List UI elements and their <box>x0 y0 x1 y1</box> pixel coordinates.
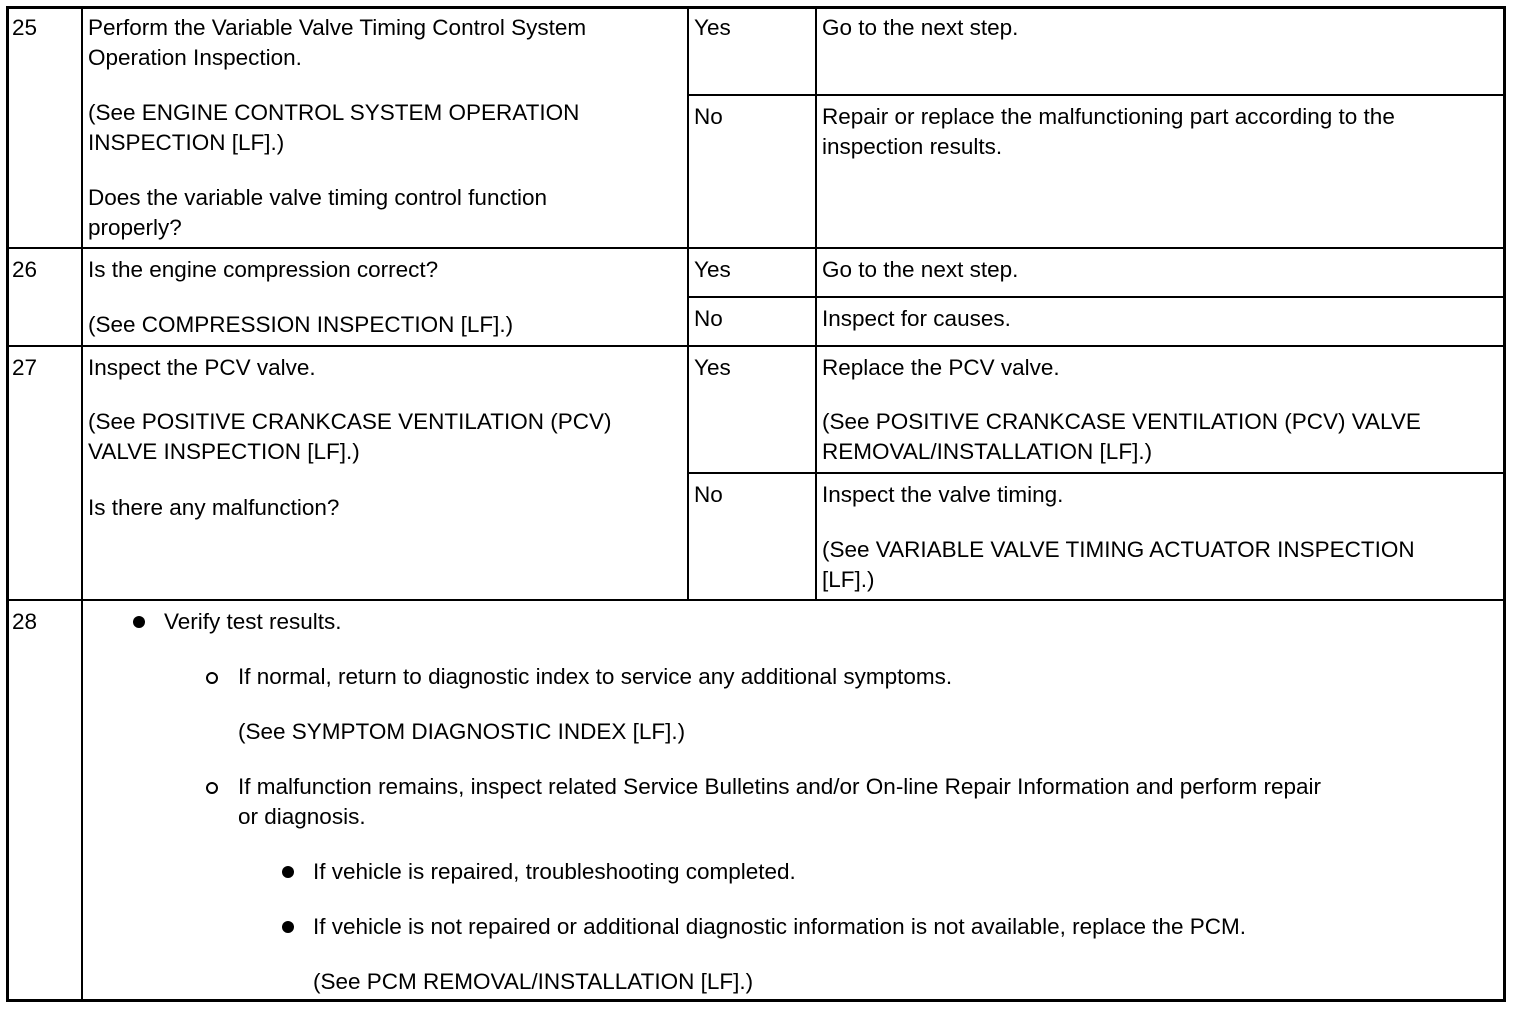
step-question: properly? <box>88 215 182 240</box>
list-item: If vehicle is repaired, troubleshooting completed. <box>313 859 796 884</box>
yes-action-reference: (See POSITIVE CRANKCASE VENTILATION (PCV) VALVE <box>822 409 1421 434</box>
yes-action: Go to the next step. <box>822 15 1019 40</box>
no-label: No <box>694 482 723 507</box>
step-reference: INSPECTION [LF].) <box>88 130 285 155</box>
step-reference: (See COMPRESSION INSPECTION [LF].) <box>88 312 514 337</box>
col-divider <box>815 6 817 600</box>
list-item-reference: (See PCM REMOVAL/INSTALLATION [LF].) <box>313 969 754 994</box>
list-item-reference: (See SYMPTOM DIAGNOSTIC INDEX [LF].) <box>238 719 686 744</box>
list-item: If normal, return to diagnostic index to service any additional symptoms. <box>238 664 953 689</box>
subrow-divider <box>688 94 1506 96</box>
col-divider <box>687 6 689 600</box>
bullet-icon <box>133 616 145 628</box>
no-action: Inspect for causes. <box>822 306 1011 331</box>
circle-bullet-icon <box>206 782 218 794</box>
yes-label: Yes <box>694 15 731 40</box>
step-question: Is the engine compression correct? <box>88 257 439 282</box>
yes-label: Yes <box>694 257 731 282</box>
row-divider <box>6 599 1506 601</box>
step-question: Perform the Variable Valve Timing Control System <box>88 15 587 40</box>
no-action: Inspect the valve timing. <box>822 482 1064 507</box>
yes-action: Go to the next step. <box>822 257 1019 282</box>
bullet-icon <box>282 921 294 933</box>
yes-action: Replace the PCV valve. <box>822 355 1060 380</box>
no-label: No <box>694 104 723 129</box>
step-reference: VALVE INSPECTION [LF].) <box>88 439 360 464</box>
row-divider <box>6 247 1506 249</box>
step-question: Operation Inspection. <box>88 45 302 70</box>
step-number: 25 <box>12 15 38 40</box>
yes-label: Yes <box>694 355 731 380</box>
list-item: If vehicle is not repaired or additional diagnostic information is not available, replace the PCM. <box>313 914 1247 939</box>
list-item: or diagnosis. <box>238 804 366 829</box>
yes-action-reference: REMOVAL/INSTALLATION [LF].) <box>822 439 1153 464</box>
no-label: No <box>694 306 723 331</box>
step-number: 27 <box>12 355 38 380</box>
col-divider <box>81 6 83 1002</box>
no-action-reference: (See VARIABLE VALVE TIMING ACTUATOR INSPECTION <box>822 537 1415 562</box>
circle-bullet-icon <box>206 672 218 684</box>
no-action: inspection results. <box>822 134 1003 159</box>
list-item: If malfunction remains, inspect related Service Bulletins and/or On-line Repair Information and perform repair <box>238 774 1322 799</box>
step-question: Does the variable valve timing control function <box>88 185 547 210</box>
subrow-divider <box>688 472 1506 474</box>
step-reference: (See ENGINE CONTROL SYSTEM OPERATION <box>88 100 580 125</box>
no-action: Repair or replace the malfunctioning part according to the <box>822 104 1395 129</box>
step-number: 28 <box>12 609 38 634</box>
step-reference: (See POSITIVE CRANKCASE VENTILATION (PCV) <box>88 409 612 434</box>
list-item: Verify test results. <box>164 609 342 634</box>
no-action-reference: [LF].) <box>822 567 875 592</box>
row-divider <box>6 345 1506 347</box>
step-number: 26 <box>12 257 38 282</box>
bullet-icon <box>282 866 294 878</box>
step-question: Inspect the PCV valve. <box>88 355 316 380</box>
step-question: Is there any malfunction? <box>88 495 340 520</box>
subrow-divider <box>688 296 1506 298</box>
